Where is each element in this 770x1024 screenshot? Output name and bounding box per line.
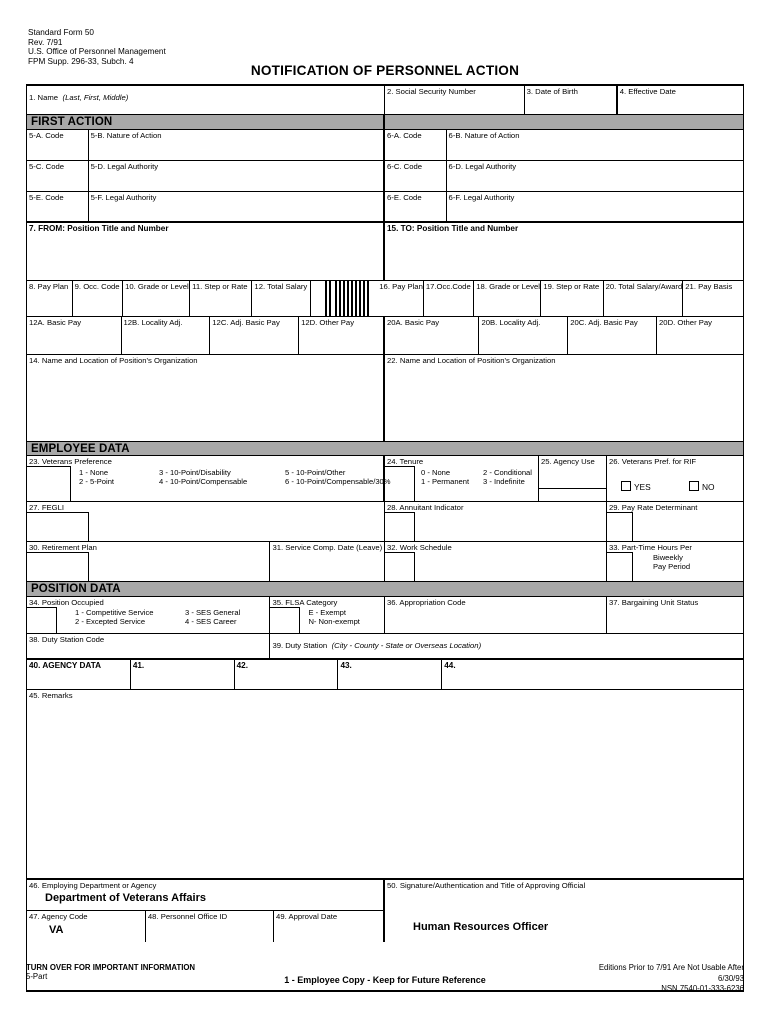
field-20-total-salary-label: 20. Total Salary/Award — [605, 282, 683, 291]
field-12c-adj-basic[interactable] — [210, 317, 299, 354]
field-46-value: Department of Veterans Affairs — [45, 892, 206, 904]
tenure-opt-3: 3 - Indefinite — [483, 477, 525, 487]
field-19-step-label: 19. Step or Rate — [543, 282, 600, 291]
field-5f-legal[interactable] — [89, 192, 385, 221]
field-5a-code[interactable] — [27, 130, 89, 160]
header-line-revision: Rev. 7/91 — [28, 37, 63, 47]
row-pay-plan — [27, 281, 743, 317]
row-position-title — [27, 223, 743, 281]
field-12d-other-pay[interactable] — [299, 317, 385, 354]
field-43[interactable] — [338, 660, 442, 689]
field-14-organization[interactable] — [27, 355, 385, 441]
field-name-hint: (Last, First, Middle) — [62, 93, 129, 102]
field-46-label: 46. Employing Department or Agency — [29, 881, 157, 890]
section-first-action: FIRST ACTION — [27, 115, 385, 129]
row-veterans-tenure — [27, 456, 743, 502]
vet-opt-2: 2 - 5-Point — [79, 477, 115, 487]
row-bottom-agency — [27, 880, 743, 942]
field-35-label: 35. FLSA Category — [272, 598, 338, 607]
field-48-personnel-office-id[interactable] — [146, 911, 274, 942]
row-position-occupied — [27, 597, 743, 634]
vet-opt-5: 5 - 10-Point/Other — [285, 468, 346, 477]
field-20a-label: 20A. Basic Pay — [386, 318, 440, 327]
field-18-grade-label: 18. Grade or Level — [476, 282, 540, 291]
field-29-pay-rate-determinant[interactable] — [607, 502, 743, 541]
rif-no-option[interactable] — [689, 481, 715, 492]
field-39-hint: (City - County - State or Overseas Location) — [331, 641, 482, 650]
field-6c-code-label: 6-C. Code — [386, 162, 423, 171]
field-9-occ-code-label: 9. Occ. Code — [74, 282, 120, 291]
row-agency-codes — [27, 911, 383, 942]
field-34-label: 34. Position Occupied — [29, 598, 104, 607]
field-5e-code[interactable] — [27, 192, 89, 221]
field-12b-locality[interactable] — [122, 317, 211, 354]
field-11-step-label: 11. Step or Rate — [192, 282, 248, 291]
field-27-label: 27. FEGLI — [29, 503, 65, 512]
section-position-data: POSITION DATA — [27, 582, 743, 597]
field-5f-legal-label: 5-F. Legal Authority — [90, 193, 157, 202]
field-29-label: 29. Pay Rate Determinant — [608, 503, 698, 512]
field-24-label: 24. Tenure — [387, 457, 424, 466]
field-50-signature[interactable] — [385, 880, 743, 942]
field-36-label: 36. Appropriation Code — [386, 598, 466, 607]
field-44-label: 44. — [444, 661, 456, 670]
field-37-bargaining-unit[interactable] — [607, 597, 743, 633]
header-line-fpm: FPM Supp. 296-33, Subch. 4 — [28, 56, 134, 66]
field-22-organization[interactable] — [385, 355, 743, 441]
field-21-pay-basis[interactable] — [683, 281, 743, 316]
field-35-code-box[interactable] — [270, 607, 300, 634]
row-remarks — [27, 690, 743, 880]
field-25-value-box[interactable] — [539, 466, 606, 489]
field-32-code-box[interactable] — [385, 552, 415, 582]
rif-yes-label: YES — [633, 482, 651, 492]
field-6e-code[interactable] — [385, 192, 447, 221]
field-20a-basic-pay[interactable] — [385, 317, 480, 354]
occupied-opt-3: 3 - SES General — [185, 608, 241, 617]
field-6c-code[interactable] — [385, 161, 447, 191]
checkbox-no-icon[interactable] — [689, 481, 699, 491]
field-18-grade[interactable] — [474, 281, 541, 316]
field-38-label: 38. Duty Station Code — [29, 635, 105, 644]
field-16-pay-plan-label: 16. Pay Plan — [379, 282, 423, 291]
field-6e-code-label: 6-E. Code — [386, 193, 422, 202]
field-21-pay-basis-label: 21. Pay Basis — [685, 282, 733, 291]
footer-turn-over: TURN OVER FOR IMPORTANT INFORMATION — [26, 963, 196, 972]
field-26-label: 26. Veterans Pref. for RIF — [608, 457, 697, 466]
row-duty-station — [27, 634, 743, 660]
form-body — [26, 84, 744, 992]
section-bar-actions — [27, 115, 743, 130]
rif-yes-option[interactable] — [621, 481, 651, 492]
field-effective-date-label: 4. Effective Date — [619, 87, 676, 96]
vet-opt-4: 4 - 10-Point/Compensable — [159, 477, 248, 487]
occupied-opt-1: 1 - Competitive Service — [75, 608, 154, 617]
field-34-position-occupied[interactable] — [27, 597, 270, 633]
field-ssn[interactable] — [385, 86, 525, 114]
field-10-grade[interactable] — [123, 281, 190, 316]
row-fegli — [27, 502, 743, 542]
footer-editions: Editions Prior to 7/91 Are Not Usable After — [598, 963, 744, 972]
field-7-from-position[interactable] — [27, 223, 385, 280]
field-12a-label: 12A. Basic Pay — [29, 318, 82, 327]
rif-no-label: NO — [701, 482, 715, 492]
occupied-opt-2: 2 - Excepted Service — [75, 617, 146, 627]
field-50-label: 50. Signature/Authentication and Title of Approving Official — [387, 881, 586, 890]
footer-part: 5-Part — [26, 972, 48, 981]
field-6f-legal-label: 6-F. Legal Authority — [448, 193, 515, 202]
field-dob-label: 3. Date of Birth — [526, 87, 578, 96]
field-12-total-salary-label: 12. Total Salary — [254, 282, 308, 291]
field-6d-legal[interactable] — [447, 161, 743, 191]
field-12-total-salary[interactable] — [252, 281, 311, 316]
field-31-label: 31. Service Comp. Date (Leave) — [272, 543, 383, 552]
field-23-code-box[interactable] — [27, 466, 71, 502]
field-name[interactable] — [27, 86, 385, 114]
field-35-flsa-category[interactable] — [270, 597, 385, 633]
field-33-line2: Biweekly — [652, 553, 683, 562]
field-31-service-comp-date[interactable] — [270, 542, 385, 581]
field-20d-other-pay[interactable] — [657, 317, 743, 354]
field-39-label: 39. Duty Station — [272, 641, 328, 650]
field-20d-label: 20D. Other Pay — [659, 318, 713, 327]
field-5c-code[interactable] — [27, 161, 89, 191]
flsa-options — [308, 608, 359, 627]
header-line-agency: U.S. Office of Personnel Management — [28, 47, 166, 57]
field-17-occ-code[interactable] — [424, 281, 474, 316]
field-34-code-box[interactable] — [27, 607, 57, 634]
footer-date: 6/30/93 — [717, 973, 744, 983]
row-identity — [27, 86, 743, 115]
field-5c-code-label: 5-C. Code — [29, 162, 65, 171]
row-basic-pay — [27, 317, 743, 355]
vet-opt-6: 6 - 10-Point/Compensable/30% — [285, 477, 391, 487]
section-employee-data: EMPLOYEE DATA — [27, 441, 743, 456]
field-5e-code-label: 5-E. Code — [29, 193, 64, 202]
field-41-label: 41. — [132, 661, 145, 670]
footer-right-block — [599, 963, 744, 995]
field-37-label: 37. Bargaining Unit Status — [608, 598, 699, 607]
field-23-vet-preference[interactable] — [27, 456, 391, 501]
tenure-options — [421, 468, 555, 487]
field-27-code-box[interactable] — [27, 512, 89, 542]
field-16-pay-plan[interactable] — [377, 281, 424, 316]
field-49-approval-date[interactable] — [274, 911, 383, 942]
field-32-work-schedule[interactable] — [385, 542, 607, 581]
field-30-retirement-plan[interactable] — [27, 542, 270, 581]
row-legal-authority-2 — [27, 192, 743, 223]
field-name-label: 1. Name — [29, 93, 59, 102]
field-6b-nature-label: 6-B. Nature of Action — [448, 131, 520, 140]
field-5b-nature-label: 5-B. Nature of Action — [90, 131, 162, 140]
tenure-opt-0: 0 - None — [421, 468, 451, 477]
field-45-remarks[interactable] — [27, 690, 743, 878]
field-42[interactable] — [235, 660, 339, 689]
field-15-to-position[interactable] — [385, 223, 743, 280]
field-48-label: 48. Personnel Office ID — [147, 912, 228, 921]
field-12d-label: 12D. Other Pay — [301, 318, 355, 327]
field-46-employing-agency[interactable] — [27, 880, 383, 911]
field-49-label: 49. Approval Date — [276, 912, 338, 921]
field-32-label: 32. Work Schedule — [386, 543, 452, 552]
field-25-label: 25. Agency Use — [540, 457, 595, 466]
tenure-opt-1: 1 - Permanent — [421, 477, 470, 487]
field-8-pay-plan-label: 8. Pay Plan — [29, 282, 69, 291]
page-title: NOTIFICATION OF PERSONNEL ACTION — [250, 63, 520, 78]
field-7-from-label: 7. FROM: Position Title and Number — [29, 224, 169, 233]
field-47-label: 47. Agency Code — [29, 912, 88, 921]
vet-opt-3: 3 - 10-Point/Disability — [159, 468, 231, 477]
position-occupied-options — [75, 608, 271, 627]
field-20b-label: 20B. Locality Adj. — [481, 318, 541, 327]
field-28-annuitant[interactable] — [385, 502, 607, 541]
field-10-grade-label: 10. Grade or Level — [125, 282, 189, 291]
field-47-agency-code[interactable] — [27, 911, 146, 942]
field-8-pay-plan[interactable] — [27, 281, 73, 316]
field-25-agency-use[interactable] — [539, 456, 607, 501]
tenure-opt-2: 2 - Conditional — [483, 468, 532, 477]
field-43-label: 43. — [340, 661, 352, 670]
field-30-code-box[interactable] — [27, 552, 89, 582]
field-20b-locality[interactable] — [479, 317, 568, 354]
field-28-label: 28. Annuitant Indicator — [387, 503, 464, 512]
field-15-to-label: 15. TO: Position Title and Number — [387, 224, 519, 233]
bottom-left-block — [27, 880, 385, 942]
field-6d-legal-label: 6-D. Legal Authority — [448, 162, 517, 171]
form-header-block — [28, 28, 166, 66]
field-33-code-box[interactable] — [607, 552, 633, 582]
vet-pref-options — [79, 468, 425, 487]
field-40-agency-data[interactable] — [27, 660, 131, 689]
field-47-value: VA — [49, 924, 64, 936]
field-24-tenure[interactable] — [385, 456, 539, 501]
field-27-fegli[interactable] — [27, 502, 385, 541]
field-6f-legal[interactable] — [447, 192, 743, 221]
occupied-opt-4: 4 - SES Career — [185, 617, 237, 627]
field-33-line3: Pay Period — [652, 562, 691, 571]
footer-copy: 1 - Employee Copy - Keep for Future Reference — [284, 975, 486, 985]
row-action-nature — [27, 130, 743, 161]
field-29-code-box[interactable] — [607, 512, 633, 542]
field-28-code-box[interactable] — [385, 512, 415, 542]
field-40-label: 40. AGENCY DATA — [29, 661, 102, 670]
field-50-value: Human Resources Officer — [413, 921, 549, 933]
field-20c-label: 20C. Adj. Basic Pay — [570, 318, 638, 327]
row-organization — [27, 355, 743, 441]
field-39-duty-station[interactable] — [270, 634, 743, 658]
flsa-opt-n: N- Non-exempt — [308, 617, 360, 627]
field-30-label: 30. Retirement Plan — [29, 543, 97, 552]
row-retirement — [27, 542, 743, 582]
section-second-action — [385, 115, 743, 129]
field-11-step[interactable] — [190, 281, 252, 316]
field-42-label: 42. — [236, 661, 249, 670]
field-6a-code-label: 6-A. Code — [386, 131, 422, 140]
field-14-label: 14. Name and Location of Position's Organization — [29, 356, 198, 365]
field-12-total-salary-ext[interactable] — [311, 281, 327, 316]
field-23-label: 23. Veterans Preference — [29, 457, 112, 466]
field-9-occ-code[interactable] — [73, 281, 123, 316]
field-20c-adj-basic[interactable] — [568, 317, 657, 354]
footer-nsn: NSN 7540-01-333-6236 — [661, 984, 744, 993]
header-line-form-number: Standard Form 50 — [28, 28, 94, 37]
field-ssn-label: 2. Social Security Number — [387, 87, 476, 96]
field-24-code-box[interactable] — [385, 466, 415, 502]
field-44[interactable] — [442, 660, 743, 689]
field-5d-legal-label: 5-D. Legal Authority — [90, 162, 159, 171]
field-33-label: 33. Part-Time Hours Per — [608, 543, 692, 552]
field-36-appropriation-code[interactable] — [385, 597, 607, 633]
checkbox-yes-icon[interactable] — [621, 481, 631, 491]
field-effective-date[interactable] — [618, 86, 743, 114]
field-41[interactable] — [131, 660, 235, 689]
field-5b-nature[interactable] — [89, 130, 385, 160]
field-12c-label: 12C. Adj. Basic Pay — [212, 318, 280, 327]
field-dob[interactable] — [525, 86, 618, 114]
field-12b-label: 12B. Locality Adj. — [123, 318, 183, 327]
field-5a-code-label: 5-A. Code — [29, 131, 64, 140]
field-20-total-salary[interactable] — [604, 281, 684, 316]
field-6a-code[interactable] — [385, 130, 447, 160]
field-45-label: 45. Remarks — [29, 691, 73, 700]
row-legal-authority-1 — [27, 161, 743, 192]
field-6b-nature[interactable] — [447, 130, 743, 160]
field-12a-basic-pay[interactable] — [27, 317, 122, 354]
field-38-duty-station-code[interactable] — [27, 634, 270, 658]
field-5d-legal[interactable] — [89, 161, 385, 191]
field-17-occ-code-label: 17.Occ.Code — [425, 282, 471, 291]
field-22-label: 22. Name and Location of Position's Organization — [387, 356, 556, 365]
row-agency-data — [27, 660, 743, 690]
field-33-part-time-hours[interactable] — [607, 542, 743, 581]
field-26-vet-pref-rif[interactable] — [607, 456, 743, 501]
field-19-step[interactable] — [541, 281, 603, 316]
flsa-opt-e: E - Exempt — [308, 608, 346, 617]
vet-opt-1: 1 - None — [79, 468, 109, 477]
